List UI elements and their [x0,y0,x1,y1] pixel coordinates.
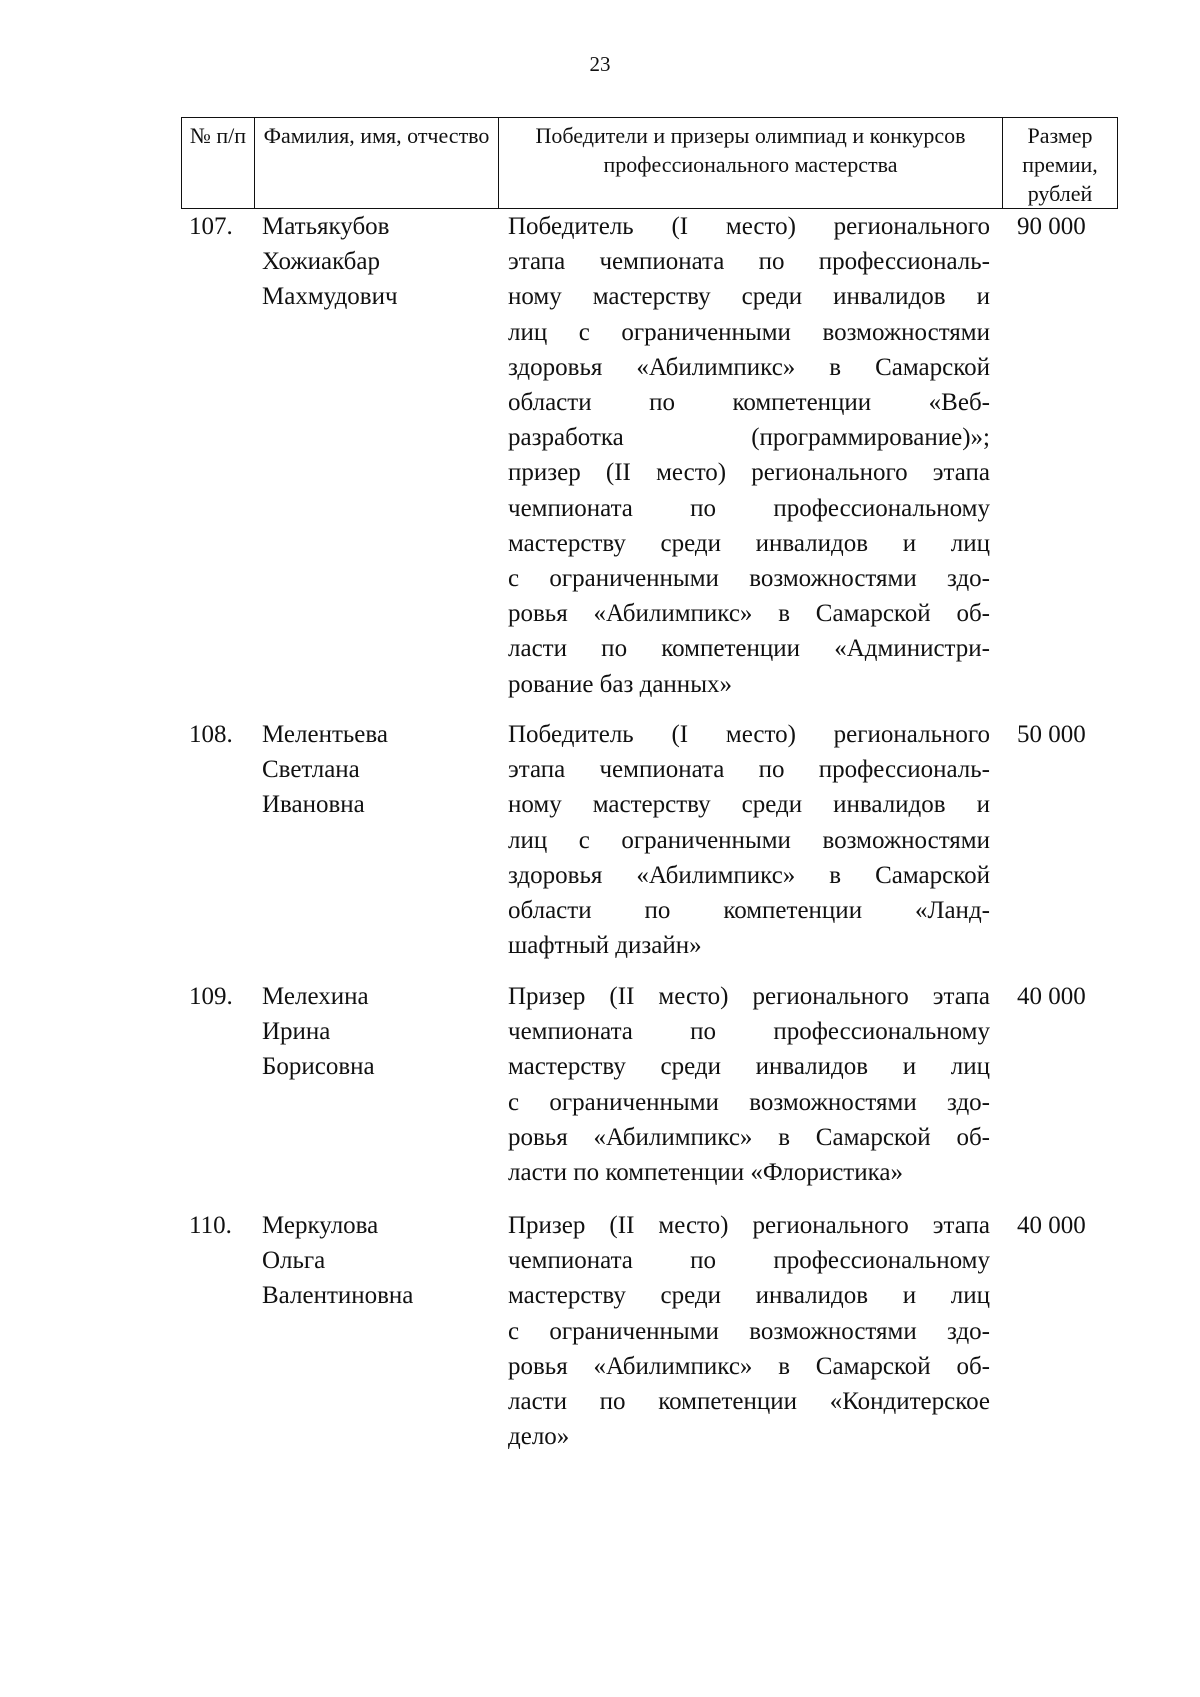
desc-line: Победитель (I место) регионального [508,721,990,748]
row-achievements [508,1208,990,1454]
patronymic: Валентиновна [262,1282,414,1310]
desc-line: чемпионата по профессиональному [508,1247,990,1275]
desc-line: с ограниченными возможностями здо- [508,1088,990,1116]
row-achievements [508,717,990,963]
patronymic: Ивановна [262,791,365,819]
patronymic: Борисовна [262,1053,375,1081]
desc-line: чемпионата по профессиональному [508,494,990,522]
row-achievements [508,979,990,1190]
row-full-name [262,1208,492,1314]
desc-line: ровья «Абилимпикс» в Самарской об- [508,1352,990,1380]
desc-line: этапа чемпионата по профессиональ- [508,248,990,276]
row-number: 107. [189,213,233,240]
row-number: 108. [189,721,233,748]
desc-line: области по компетенции «Ланд- [508,897,990,925]
desc-line: Призер (II место) регионального этапа [508,983,990,1010]
row-achievements [508,209,990,702]
header-number: № п/п [182,118,255,209]
desc-line: мастерству среди инвалидов и лиц [508,1053,990,1081]
first-name: Хожиакбар [262,248,380,276]
desc-line: чемпионата по профессиональному [508,1018,990,1046]
desc-line: мастерству среди инвалидов и лиц [508,529,990,557]
first-name: Ирина [262,1018,331,1046]
desc-line: призер (II место) регионального этапа [508,459,990,487]
row-full-name [262,209,492,315]
first-name: Светлана [262,756,360,784]
desc-line: ласти по компетенции «Кондитерское [508,1388,990,1416]
desc-line: ровья «Абилимпикс» в Самарской об- [508,1123,990,1151]
row-number: 109. [189,983,233,1010]
header-full-name: Фамилия, имя, отчество [255,118,499,209]
first-name: Ольга [262,1247,326,1275]
desc-line: здоровья «Абилимпикс» в Самарской [508,353,990,381]
last-name: Мелентьева [262,721,388,748]
row-prize-amount: 50 000 [1017,721,1086,748]
row-full-name [262,717,492,823]
desc-line: шафтный дизайн» [508,932,702,960]
desc-line: этапа чемпионата по профессиональ- [508,756,990,784]
desc-line: разработка (программирование)»; [508,424,990,452]
patronymic: Махмудович [262,283,398,311]
last-name: Меркулова [262,1212,379,1239]
row-prize-amount: 40 000 [1017,1212,1086,1239]
desc-line: Призер (II место) регионального этапа [508,1212,990,1239]
table-header [181,117,1118,209]
row-prize-amount: 40 000 [1017,983,1086,1010]
row-prize-amount: 90 000 [1017,213,1086,240]
desc-line: ровья «Абилимпикс» в Самарской об- [508,600,990,628]
desc-line: ласти по компетенции «Флористика» [508,1159,903,1187]
desc-line: ному мастерству среди инвалидов и [508,791,990,819]
desc-line: рование баз данных» [508,670,732,698]
desc-line: здоровья «Абилимпикс» в Самарской [508,861,990,889]
desc-line: дело» [508,1423,570,1451]
desc-line: ному мастерству среди инвалидов и [508,283,990,311]
header-achievements: Победители и призеры олимпиад и конкурсов профессионального мастерства [499,118,1003,209]
desc-line: лиц с ограниченными возможностями [508,826,990,854]
last-name: Мелехина [262,983,369,1010]
desc-line: Победитель (I место) регионального [508,213,990,240]
desc-line: ласти по компетенции «Администри- [508,635,990,663]
desc-line: области по компетенции «Веб- [508,389,990,417]
last-name: Матьякубов [262,213,390,240]
desc-line: с ограниченными возможностями здо- [508,1317,990,1345]
page-number: 23 [589,52,611,76]
row-number: 110. [189,1212,232,1239]
desc-line: лиц с ограниченными возможностями [508,318,990,346]
desc-line: с ограниченными возможностями здо- [508,565,990,593]
row-full-name [262,979,492,1085]
header-prize-amount: Размер премии, рублей [1003,118,1118,209]
desc-line: мастерству среди инвалидов и лиц [508,1282,990,1310]
